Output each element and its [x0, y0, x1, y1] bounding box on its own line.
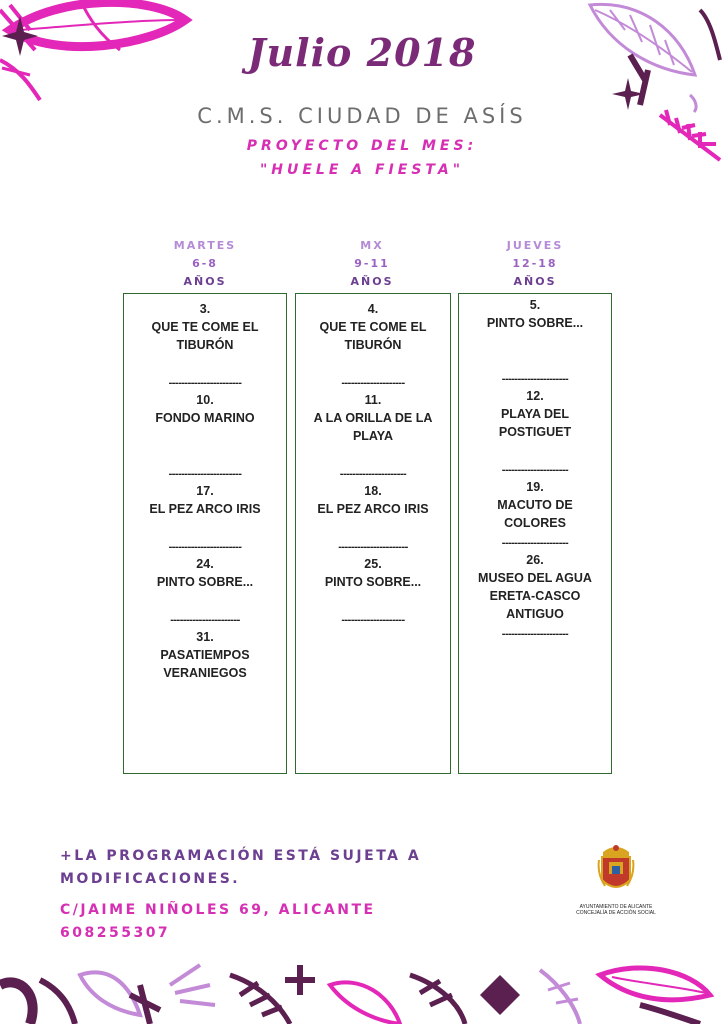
column-range: 9-11	[354, 257, 390, 270]
activity-title: QUE TE COME EL	[319, 320, 427, 334]
activity-date: 11.	[364, 393, 382, 407]
page-title: Julio 2018	[247, 30, 477, 75]
disclaimer-note	[60, 845, 421, 891]
phone: 608255307	[60, 925, 171, 941]
activity-item	[124, 391, 286, 427]
column-header-martes	[124, 237, 286, 291]
activity-item	[296, 300, 450, 354]
activity-title: TIBURÓN	[344, 338, 402, 352]
separator: ---------------------	[501, 373, 569, 385]
activity-title: TIBURÓN	[176, 338, 234, 352]
activity-item	[124, 628, 286, 682]
center-name: C.M.S. CIUDAD DE ASÍS	[197, 104, 527, 128]
separator: ----------------------	[338, 541, 408, 553]
activity-title: PINTO SOBRE...	[324, 575, 422, 589]
project-name: "HUELE A FIESTA"	[259, 162, 465, 178]
column-header-mx	[295, 237, 449, 291]
activity-title: MUSEO DEL AGUA	[478, 571, 592, 585]
activity-title: FONDO MARINO	[155, 411, 255, 425]
activity-date: 3.	[199, 302, 211, 316]
schedule-column-martes	[123, 293, 287, 774]
separator: ---------------------	[501, 628, 569, 640]
activity-title: PLAYA DEL	[500, 407, 570, 421]
activity-item	[296, 555, 450, 591]
column-range: 12-18	[512, 257, 558, 270]
column-unit: AÑOS	[350, 275, 394, 288]
activity-date: 5.	[529, 298, 541, 312]
crest-line: AYUNTAMIENTO DE ALICANTE	[579, 904, 653, 910]
activity-item	[296, 391, 450, 445]
activity-date: 31.	[196, 630, 214, 644]
disclaimer-line: MODIFICACIONES.	[60, 871, 241, 887]
column-unit: AÑOS	[183, 275, 227, 288]
separator: -----------------------	[168, 468, 242, 480]
separator: -----------------------	[168, 541, 242, 553]
city-crest-icon	[597, 842, 635, 898]
column-day: MARTES	[173, 239, 237, 252]
separator: ---------------------	[339, 468, 407, 480]
activity-date: 19.	[526, 480, 544, 494]
activity-title: ERETA-CASCO	[489, 589, 581, 603]
separator: ----------------------	[170, 614, 240, 626]
activity-title: EL PEZ ARCO IRIS	[317, 502, 429, 516]
activity-title: QUE TE COME EL	[151, 320, 259, 334]
activity-title: PINTO SOBRE...	[156, 575, 254, 589]
activity-title: ANTIGUO	[506, 607, 564, 621]
activity-item	[124, 300, 286, 354]
separator: ---------------------	[501, 537, 569, 549]
activity-item	[459, 387, 611, 441]
project-label: PROYECTO DEL MES:	[246, 138, 478, 154]
activity-item	[124, 482, 286, 518]
disclaimer-line: +LA PROGRAMACIÓN ESTÁ SUJETA A	[60, 848, 422, 864]
activity-date: 24.	[196, 557, 214, 571]
address: C/JAIME NIÑOLES 69, ALICANTE	[60, 902, 376, 918]
crest-line: CONCEJALÍA DE ACCIÓN SOCIAL	[576, 910, 656, 916]
schedule-column-mx	[295, 293, 451, 774]
separator: ---------------------	[501, 464, 569, 476]
column-day: JUEVES	[506, 239, 564, 252]
activity-item	[459, 478, 611, 532]
separator: --------------------	[341, 614, 405, 626]
activity-title: POSTIGUET	[498, 425, 572, 439]
activity-date: 26.	[526, 553, 544, 567]
activity-title: PINTO SOBRE...	[486, 316, 584, 330]
activity-date: 17.	[196, 484, 214, 498]
activity-item	[296, 482, 450, 518]
column-header-jueves	[458, 237, 612, 291]
activity-item	[459, 551, 611, 623]
activity-date: 4.	[367, 302, 379, 316]
activity-title: PASATIEMPOS	[160, 648, 250, 662]
separator: -----------------------	[168, 377, 242, 389]
activity-date: 12.	[526, 389, 544, 403]
activity-date: 25.	[364, 557, 382, 571]
leaf-decoration-bottom	[0, 955, 724, 1024]
activity-title: EL PEZ ARCO IRIS	[149, 502, 261, 516]
activity-title: MACUTO DE	[497, 498, 573, 512]
activity-title: PLAYA	[352, 429, 394, 443]
contact-info	[60, 899, 376, 945]
schedule-column-jueves	[458, 293, 612, 774]
column-range: 6-8	[192, 257, 218, 270]
activity-title: A LA ORILLA DE LA	[313, 411, 433, 425]
column-day: MX	[360, 239, 384, 252]
activity-item	[124, 555, 286, 591]
activity-title: VERANIEGOS	[163, 666, 247, 680]
activity-date: 18.	[364, 484, 382, 498]
crest-caption	[560, 904, 672, 916]
activity-title: COLORES	[504, 516, 566, 530]
activity-item	[459, 296, 611, 332]
separator: --------------------	[341, 377, 405, 389]
column-unit: AÑOS	[513, 275, 557, 288]
activity-date: 10.	[196, 393, 214, 407]
